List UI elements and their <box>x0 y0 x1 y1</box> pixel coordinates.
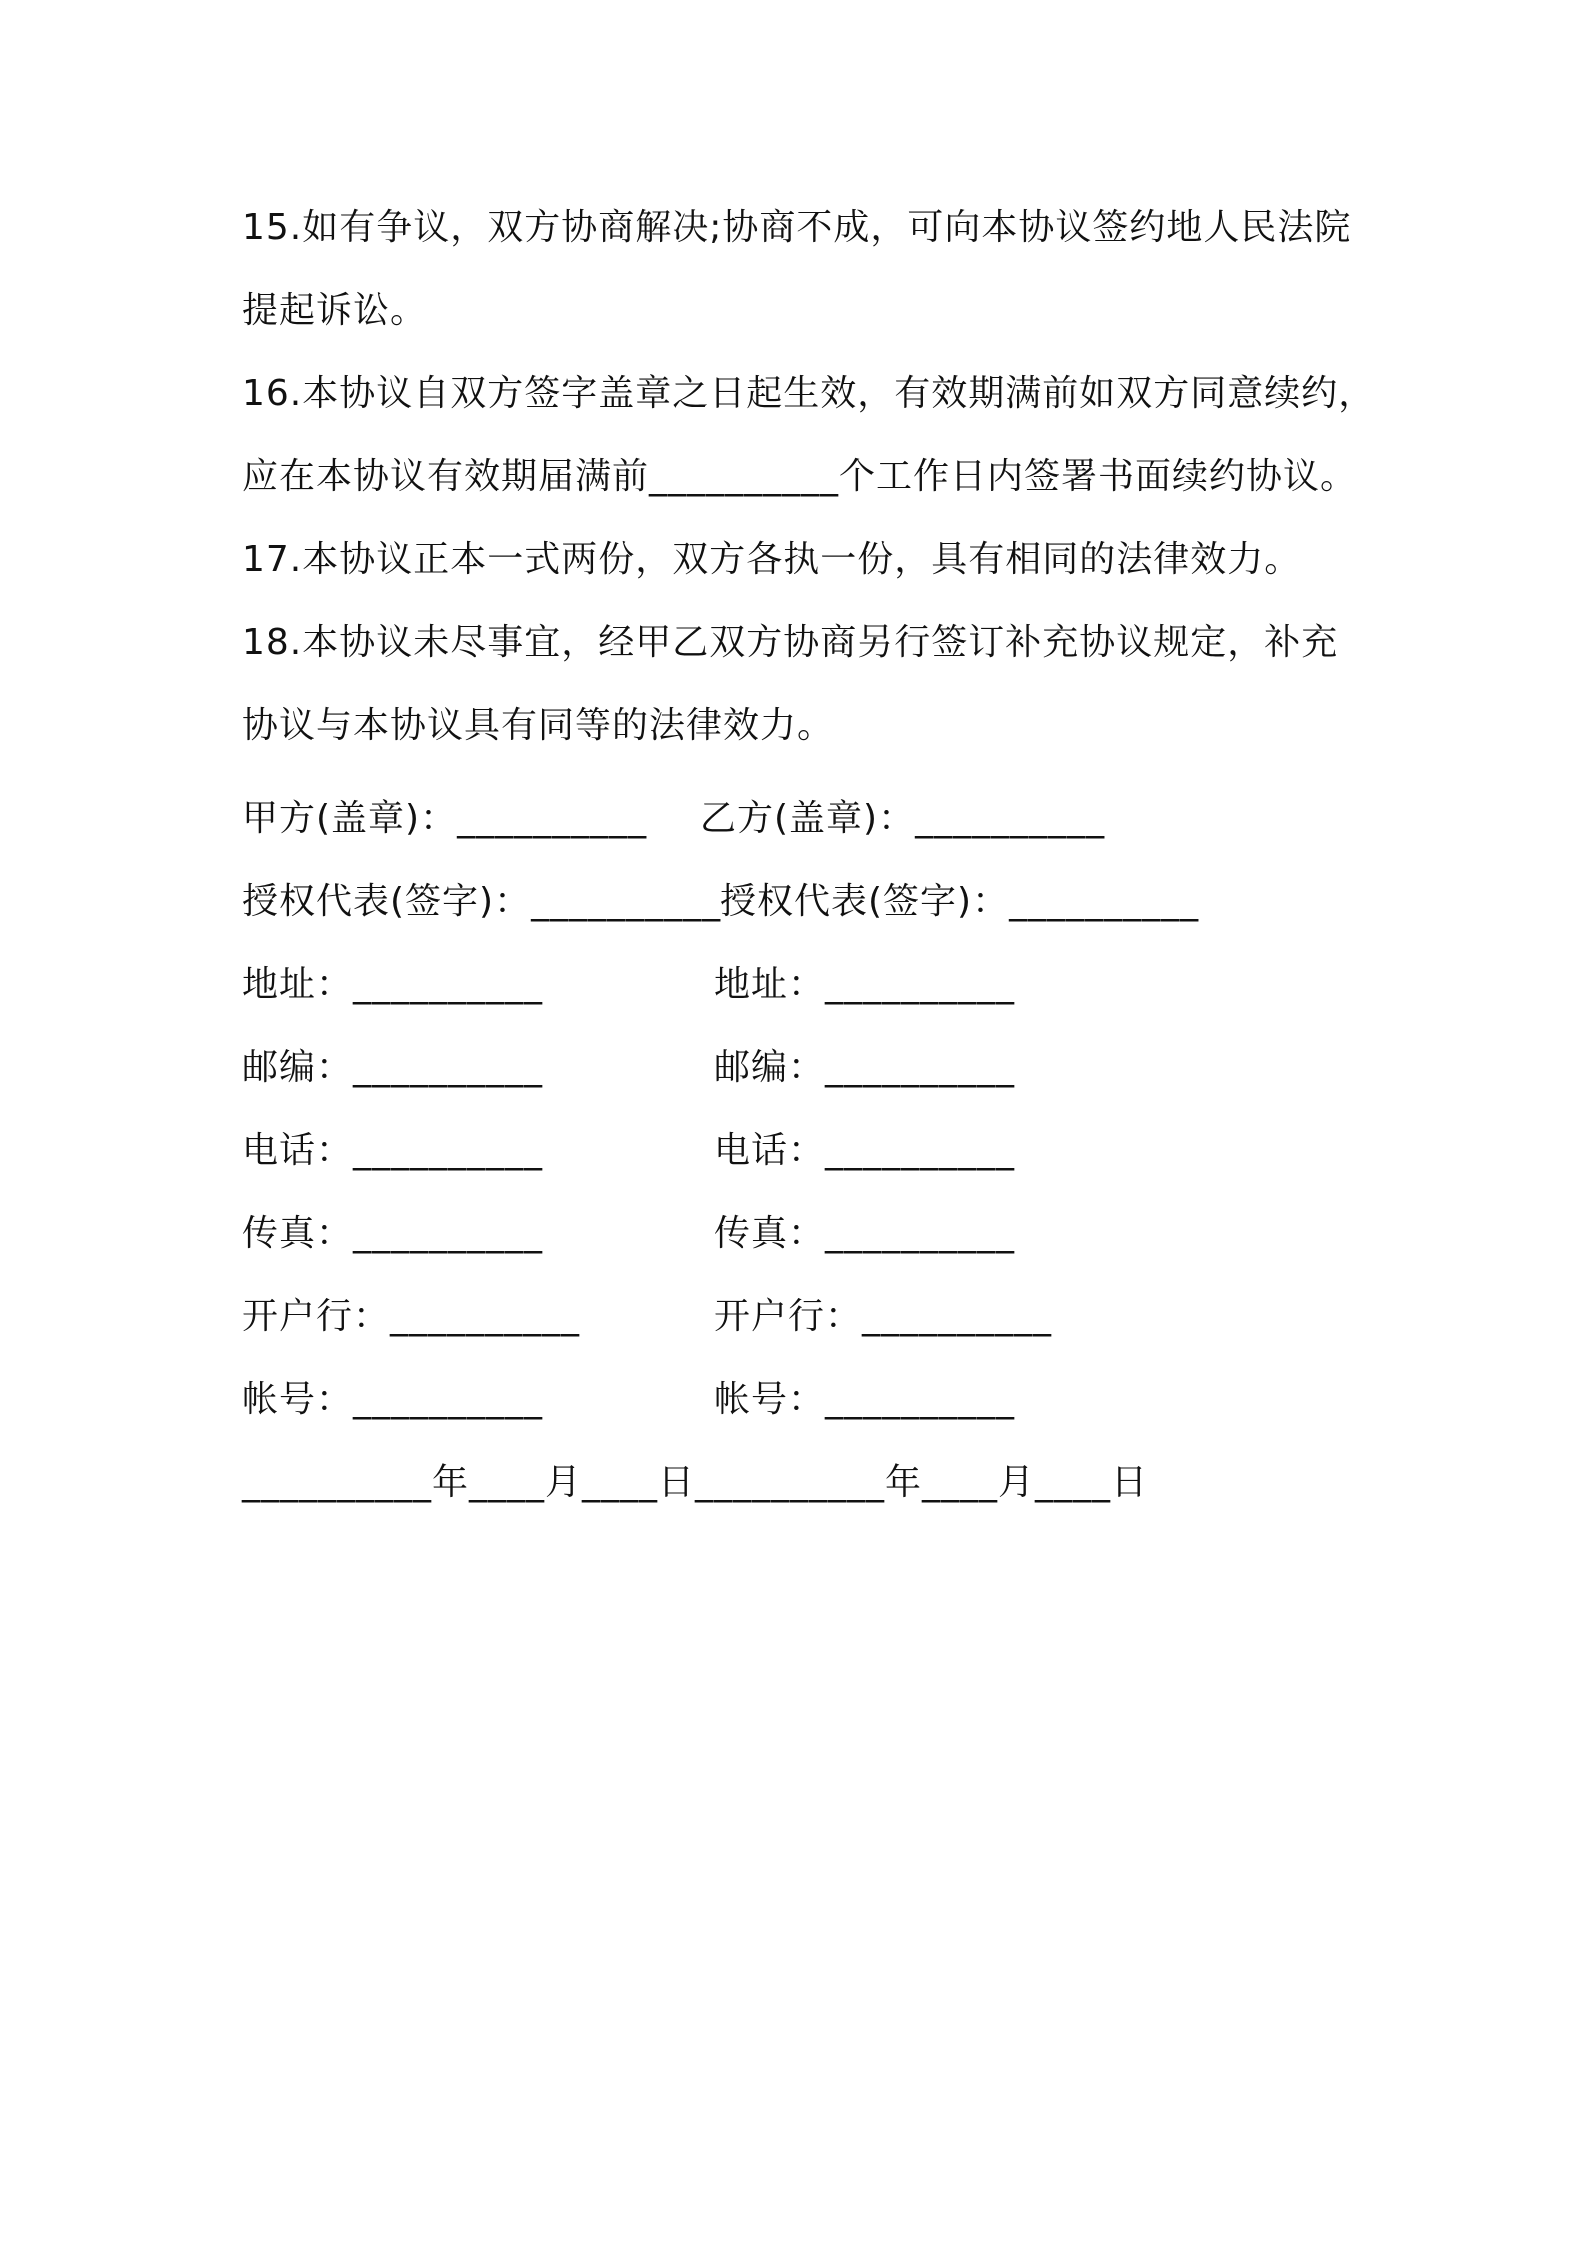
party-b-fax: 传真：__________ <box>714 1213 1016 1254</box>
date-line: __________年____月____日__________年____月____日 <box>242 1462 1148 1503</box>
party-a-postcode: 邮编：__________ <box>242 1047 544 1088</box>
party-a-address: 地址：__________ <box>242 964 544 1005</box>
party-a-phone: 电话：__________ <box>242 1130 544 1171</box>
party-a-seal: 甲方(盖章)：__________ <box>242 798 648 839</box>
party-a-fax: 传真：__________ <box>242 1213 544 1254</box>
clause-17: 17.本协议正本一式两份，双方各执一份，具有相同的法律效力。 <box>242 539 1302 580</box>
party-b-phone: 电话：__________ <box>714 1130 1016 1171</box>
party-b-bank: 开户行：__________ <box>714 1296 1053 1337</box>
clause-18-line-2: 协议与本协议具有同等的法律效力。 <box>242 705 835 746</box>
party-a-account: 帐号：__________ <box>242 1379 544 1420</box>
party-b-postcode: 邮编：__________ <box>714 1047 1016 1088</box>
party-b-seal: 乙方(盖章)：__________ <box>700 798 1106 839</box>
clause-18-line-1: 18.本协议未尽事宜，经甲乙双方协商另行签订补充协议规定，补充 <box>242 622 1339 663</box>
party-b-rep: 授权代表(签字)：__________ <box>720 881 1200 922</box>
party-b-account: 帐号：__________ <box>714 1379 1016 1420</box>
clause-16-line-2: 应在本协议有效期届满前__________个工作日内签署书面续约协议。 <box>242 456 1358 497</box>
clause-15-line-2: 提起诉讼。 <box>242 290 428 331</box>
party-b-address: 地址：__________ <box>714 964 1016 1005</box>
party-a-bank: 开户行：__________ <box>242 1296 581 1337</box>
clause-16-line-1: 16.本协议自双方签字盖章之日起生效，有效期满前如双方同意续约， <box>242 373 1376 414</box>
clause-15-line-1: 15.如有争议，双方协商解决;协商不成，可向本协议签约地人民法院 <box>242 207 1352 248</box>
party-a-rep: 授权代表(签字)：__________ <box>242 881 722 922</box>
